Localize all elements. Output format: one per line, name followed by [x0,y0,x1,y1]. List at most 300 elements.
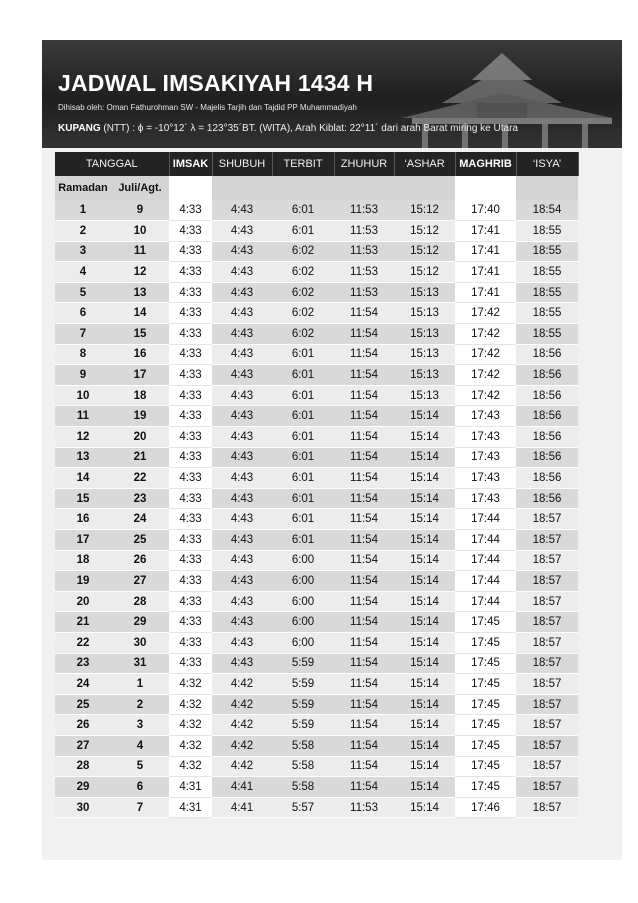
cell-juli-agt: 18 [111,385,169,406]
cell-isya: 18:57 [516,509,578,530]
table-row [55,591,578,612]
cell-ashar: 15:14 [394,756,455,777]
cell-juli-agt: 13 [111,282,169,303]
cell-ramadan: 23 [55,653,111,674]
table-row [55,674,578,695]
table-row [55,365,578,386]
cell-ramadan: 15 [55,488,111,509]
cell-ashar: 15:14 [394,735,455,756]
cell-zhuhur: 11:54 [334,468,394,489]
cell-imsak: 4:31 [169,777,212,798]
cell-ramadan: 27 [55,735,111,756]
cell-ramadan: 28 [55,756,111,777]
cell-shubuh: 4:43 [212,591,272,612]
cell-zhuhur: 11:54 [334,303,394,324]
table-row [55,797,578,818]
table-row [55,221,578,242]
cell-shubuh: 4:42 [212,674,272,695]
cell-ashar: 15:14 [394,550,455,571]
cell-ashar: 15:13 [394,365,455,386]
col-header-zhuhur: ZHUHUR [334,152,394,176]
cell-ashar: 15:14 [394,591,455,612]
cell-imsak: 4:33 [169,488,212,509]
cell-isya: 18:56 [516,468,578,489]
subheader-juli-agt: Juli/Agt. [111,176,169,200]
subheader-blank [334,176,394,200]
cell-imsak: 4:33 [169,550,212,571]
cell-maghrib: 17:45 [455,632,516,653]
cell-ramadan: 8 [55,344,111,365]
cell-shubuh: 4:43 [212,303,272,324]
cell-ramadan: 5 [55,282,111,303]
cell-zhuhur: 11:54 [334,324,394,345]
table-row [55,303,578,324]
cell-ramadan: 21 [55,612,111,633]
cell-terbit: 6:00 [272,591,334,612]
cell-ramadan: 2 [55,221,111,242]
cell-ashar: 15:14 [394,530,455,551]
cell-ramadan: 25 [55,694,111,715]
location-line [58,123,518,134]
cell-juli-agt: 4 [111,735,169,756]
cell-terbit: 6:02 [272,262,334,283]
cell-zhuhur: 11:53 [334,221,394,242]
cell-terbit: 6:02 [272,324,334,345]
cell-imsak: 4:33 [169,530,212,551]
cell-juli-agt: 12 [111,262,169,283]
cell-shubuh: 4:43 [212,632,272,653]
cell-maghrib: 17:45 [455,777,516,798]
cell-isya: 18:55 [516,303,578,324]
cell-zhuhur: 11:54 [334,365,394,386]
cell-shubuh: 4:42 [212,715,272,736]
cell-maghrib: 17:43 [455,468,516,489]
cell-juli-agt: 25 [111,530,169,551]
cell-ashar: 15:14 [394,612,455,633]
cell-maghrib: 17:44 [455,509,516,530]
cell-ramadan: 29 [55,777,111,798]
cell-maghrib: 17:46 [455,797,516,818]
cell-ramadan: 16 [55,509,111,530]
cell-isya: 18:55 [516,262,578,283]
cell-ramadan: 11 [55,406,111,427]
cell-imsak: 4:33 [169,282,212,303]
cell-juli-agt: 9 [111,200,169,221]
cell-isya: 18:56 [516,447,578,468]
cell-terbit: 6:01 [272,468,334,489]
cell-terbit: 6:02 [272,282,334,303]
cell-juli-agt: 29 [111,612,169,633]
cell-isya: 18:57 [516,674,578,695]
cell-maghrib: 17:45 [455,612,516,633]
cell-maghrib: 17:45 [455,715,516,736]
cell-juli-agt: 6 [111,777,169,798]
cell-imsak: 4:33 [169,612,212,633]
cell-ashar: 15:14 [394,715,455,736]
page-subtitle: Dihisab oleh: Oman Fathurohman SW - Majelis Tarjih dan Tajdid PP Muhammadiyah [58,103,357,112]
cell-terbit: 6:00 [272,550,334,571]
table-row [55,447,578,468]
cell-imsak: 4:32 [169,715,212,736]
table-row [55,427,578,448]
cell-maghrib: 17:43 [455,427,516,448]
location-city: KUPANG [58,123,101,134]
cell-shubuh: 4:43 [212,324,272,345]
cell-zhuhur: 11:54 [334,530,394,551]
cell-ramadan: 3 [55,241,111,262]
cell-shubuh: 4:42 [212,694,272,715]
cell-zhuhur: 11:53 [334,282,394,303]
cell-terbit: 6:00 [272,571,334,592]
cell-ashar: 15:13 [394,303,455,324]
cell-shubuh: 4:43 [212,200,272,221]
table-row [55,468,578,489]
cell-juli-agt: 27 [111,571,169,592]
table-row [55,571,578,592]
cell-maghrib: 17:45 [455,756,516,777]
cell-juli-agt: 24 [111,509,169,530]
cell-juli-agt: 14 [111,303,169,324]
cell-ramadan: 4 [55,262,111,283]
cell-isya: 18:57 [516,694,578,715]
cell-ashar: 15:14 [394,468,455,489]
cell-ashar: 15:14 [394,777,455,798]
col-header-isya: ‘ISYA’ [516,152,578,176]
cell-ashar: 15:14 [394,427,455,448]
table-row [55,530,578,551]
table-row [55,715,578,736]
cell-zhuhur: 11:54 [334,735,394,756]
cell-isya: 18:57 [516,777,578,798]
cell-maghrib: 17:41 [455,282,516,303]
cell-terbit: 6:01 [272,385,334,406]
cell-zhuhur: 11:54 [334,612,394,633]
cell-shubuh: 4:43 [212,447,272,468]
cell-isya: 18:56 [516,406,578,427]
cell-isya: 18:56 [516,344,578,365]
cell-isya: 18:57 [516,612,578,633]
cell-ashar: 15:13 [394,282,455,303]
cell-ashar: 15:14 [394,632,455,653]
table-row [55,777,578,798]
cell-ashar: 15:14 [394,674,455,695]
cell-zhuhur: 11:54 [334,674,394,695]
cell-imsak: 4:33 [169,571,212,592]
cell-terbit: 6:01 [272,509,334,530]
cell-shubuh: 4:43 [212,530,272,551]
cell-ramadan: 10 [55,385,111,406]
cell-imsak: 4:32 [169,735,212,756]
cell-maghrib: 17:42 [455,324,516,345]
cell-ramadan: 14 [55,468,111,489]
cell-terbit: 6:01 [272,344,334,365]
cell-imsak: 4:33 [169,406,212,427]
cell-maghrib: 17:44 [455,591,516,612]
cell-ashar: 15:12 [394,241,455,262]
cell-terbit: 5:59 [272,653,334,674]
subheader-blank [169,176,212,200]
cell-ashar: 15:14 [394,571,455,592]
table-row [55,282,578,303]
table-row [55,324,578,345]
col-header-ashar: ‘ASHAR [394,152,455,176]
cell-isya: 18:55 [516,241,578,262]
cell-isya: 18:57 [516,653,578,674]
cell-ramadan: 24 [55,674,111,695]
cell-isya: 18:55 [516,221,578,242]
cell-juli-agt: 19 [111,406,169,427]
table-row [55,406,578,427]
subheader-blank [212,176,272,200]
cell-ramadan: 17 [55,530,111,551]
cell-shubuh: 4:43 [212,468,272,489]
cell-isya: 18:57 [516,735,578,756]
cell-imsak: 4:33 [169,653,212,674]
cell-maghrib: 17:41 [455,221,516,242]
cell-juli-agt: 26 [111,550,169,571]
cell-isya: 18:56 [516,488,578,509]
cell-imsak: 4:33 [169,262,212,283]
table-row [55,612,578,633]
cell-imsak: 4:33 [169,509,212,530]
cell-juli-agt: 28 [111,591,169,612]
cell-shubuh: 4:43 [212,241,272,262]
table-row [55,632,578,653]
table-row [55,241,578,262]
table-row [55,488,578,509]
cell-imsak: 4:33 [169,591,212,612]
col-header-shubuh: SHUBUH [212,152,272,176]
table-row [55,653,578,674]
cell-terbit: 6:01 [272,221,334,242]
cell-zhuhur: 11:53 [334,241,394,262]
cell-maghrib: 17:42 [455,303,516,324]
subheader-ramadan: Ramadan [55,176,111,200]
cell-isya: 18:57 [516,797,578,818]
cell-maghrib: 17:41 [455,241,516,262]
cell-shubuh: 4:43 [212,221,272,242]
cell-imsak: 4:33 [169,221,212,242]
cell-maghrib: 17:42 [455,385,516,406]
cell-shubuh: 4:43 [212,550,272,571]
cell-imsak: 4:32 [169,674,212,695]
subheader-blank [516,176,578,200]
cell-isya: 18:57 [516,550,578,571]
cell-zhuhur: 11:53 [334,200,394,221]
cell-imsak: 4:32 [169,694,212,715]
cell-ramadan: 19 [55,571,111,592]
cell-maghrib: 17:42 [455,365,516,386]
cell-isya: 18:57 [516,530,578,551]
cell-imsak: 4:32 [169,756,212,777]
table-row [55,262,578,283]
cell-shubuh: 4:43 [212,612,272,633]
cell-juli-agt: 15 [111,324,169,345]
cell-terbit: 6:01 [272,488,334,509]
cell-terbit: 5:58 [272,756,334,777]
cell-shubuh: 4:43 [212,427,272,448]
cell-ashar: 15:13 [394,344,455,365]
cell-terbit: 5:59 [272,694,334,715]
cell-terbit: 6:00 [272,612,334,633]
subheader-blank [455,176,516,200]
cell-terbit: 6:01 [272,200,334,221]
cell-juli-agt: 20 [111,427,169,448]
cell-ashar: 15:14 [394,797,455,818]
cell-zhuhur: 11:54 [334,632,394,653]
cell-ashar: 15:14 [394,406,455,427]
cell-zhuhur: 11:54 [334,777,394,798]
cell-juli-agt: 5 [111,756,169,777]
cell-shubuh: 4:43 [212,509,272,530]
cell-isya: 18:57 [516,632,578,653]
subheader-blank [272,176,334,200]
cell-terbit: 6:01 [272,406,334,427]
cell-ramadan: 9 [55,365,111,386]
col-header-maghrib: MAGHRIB [455,152,516,176]
table-row [55,200,578,221]
cell-zhuhur: 11:54 [334,447,394,468]
cell-zhuhur: 11:54 [334,550,394,571]
cell-juli-agt: 10 [111,221,169,242]
cell-shubuh: 4:43 [212,488,272,509]
col-header-tanggal: TANGGAL [55,152,169,176]
cell-ramadan: 13 [55,447,111,468]
schedule-table [55,152,579,818]
cell-zhuhur: 11:54 [334,591,394,612]
cell-imsak: 4:33 [169,468,212,489]
cell-ramadan: 26 [55,715,111,736]
cell-terbit: 6:01 [272,365,334,386]
cell-ashar: 15:14 [394,488,455,509]
cell-shubuh: 4:41 [212,797,272,818]
cell-isya: 18:56 [516,427,578,448]
cell-shubuh: 4:41 [212,777,272,798]
cell-imsak: 4:33 [169,447,212,468]
cell-juli-agt: 30 [111,632,169,653]
cell-juli-agt: 22 [111,468,169,489]
cell-juli-agt: 2 [111,694,169,715]
cell-shubuh: 4:43 [212,344,272,365]
cell-shubuh: 4:43 [212,571,272,592]
cell-zhuhur: 11:54 [334,385,394,406]
subheader-blank [394,176,455,200]
cell-ashar: 15:14 [394,653,455,674]
cell-zhuhur: 11:54 [334,488,394,509]
cell-zhuhur: 11:53 [334,262,394,283]
cell-ashar: 15:14 [394,694,455,715]
cell-imsak: 4:33 [169,427,212,448]
cell-zhuhur: 11:54 [334,756,394,777]
cell-maghrib: 17:45 [455,653,516,674]
table-row [55,509,578,530]
cell-juli-agt: 17 [111,365,169,386]
cell-maghrib: 17:43 [455,488,516,509]
cell-zhuhur: 11:53 [334,797,394,818]
cell-imsak: 4:33 [169,365,212,386]
cell-shubuh: 4:43 [212,365,272,386]
cell-imsak: 4:31 [169,797,212,818]
cell-ashar: 15:12 [394,221,455,242]
table-row [55,550,578,571]
cell-isya: 18:55 [516,324,578,345]
cell-imsak: 4:33 [169,200,212,221]
cell-maghrib: 17:44 [455,550,516,571]
cell-terbit: 5:59 [272,674,334,695]
cell-ramadan: 30 [55,797,111,818]
cell-juli-agt: 11 [111,241,169,262]
cell-ashar: 15:13 [394,324,455,345]
cell-zhuhur: 11:54 [334,344,394,365]
cell-shubuh: 4:43 [212,385,272,406]
cell-juli-agt: 1 [111,674,169,695]
cell-isya: 18:57 [516,715,578,736]
cell-maghrib: 17:45 [455,735,516,756]
location-detail: (NTT) : ϕ = -10°12´ λ = 123°35´BT. (WITA), Arah Kiblat: 22°11´ dari arah Barat miring ke Utara [103,123,518,134]
cell-imsak: 4:33 [169,632,212,653]
cell-isya: 18:55 [516,282,578,303]
cell-terbit: 6:01 [272,427,334,448]
cell-ashar: 15:12 [394,200,455,221]
cell-ramadan: 22 [55,632,111,653]
cell-terbit: 6:01 [272,447,334,468]
table-row [55,385,578,406]
cell-juli-agt: 21 [111,447,169,468]
cell-shubuh: 4:43 [212,262,272,283]
cell-ramadan: 20 [55,591,111,612]
cell-ramadan: 1 [55,200,111,221]
cell-ramadan: 6 [55,303,111,324]
cell-isya: 18:57 [516,571,578,592]
cell-shubuh: 4:42 [212,735,272,756]
cell-isya: 18:54 [516,200,578,221]
cell-zhuhur: 11:54 [334,509,394,530]
cell-imsak: 4:33 [169,241,212,262]
cell-ashar: 15:14 [394,447,455,468]
cell-zhuhur: 11:54 [334,715,394,736]
cell-shubuh: 4:42 [212,756,272,777]
cell-terbit: 5:58 [272,735,334,756]
cell-imsak: 4:33 [169,344,212,365]
cell-terbit: 6:00 [272,632,334,653]
cell-shubuh: 4:43 [212,653,272,674]
cell-juli-agt: 31 [111,653,169,674]
cell-juli-agt: 16 [111,344,169,365]
subheader-row [55,176,578,200]
cell-isya: 18:57 [516,756,578,777]
cell-juli-agt: 7 [111,797,169,818]
cell-maghrib: 17:40 [455,200,516,221]
cell-zhuhur: 11:54 [334,653,394,674]
cell-terbit: 6:01 [272,530,334,551]
cell-ashar: 15:12 [394,262,455,283]
cell-isya: 18:56 [516,365,578,386]
cell-terbit: 5:58 [272,777,334,798]
cell-maghrib: 17:42 [455,344,516,365]
table-row [55,694,578,715]
page-title: JADWAL IMSAKIYAH 1434 H [58,70,374,96]
header-banner [42,40,622,148]
cell-juli-agt: 23 [111,488,169,509]
cell-isya: 18:57 [516,591,578,612]
column-header-row [55,152,578,176]
cell-juli-agt: 3 [111,715,169,736]
cell-zhuhur: 11:54 [334,406,394,427]
cell-shubuh: 4:43 [212,406,272,427]
col-header-imsak: IMSAK [169,152,212,176]
cell-imsak: 4:33 [169,303,212,324]
cell-terbit: 6:02 [272,241,334,262]
